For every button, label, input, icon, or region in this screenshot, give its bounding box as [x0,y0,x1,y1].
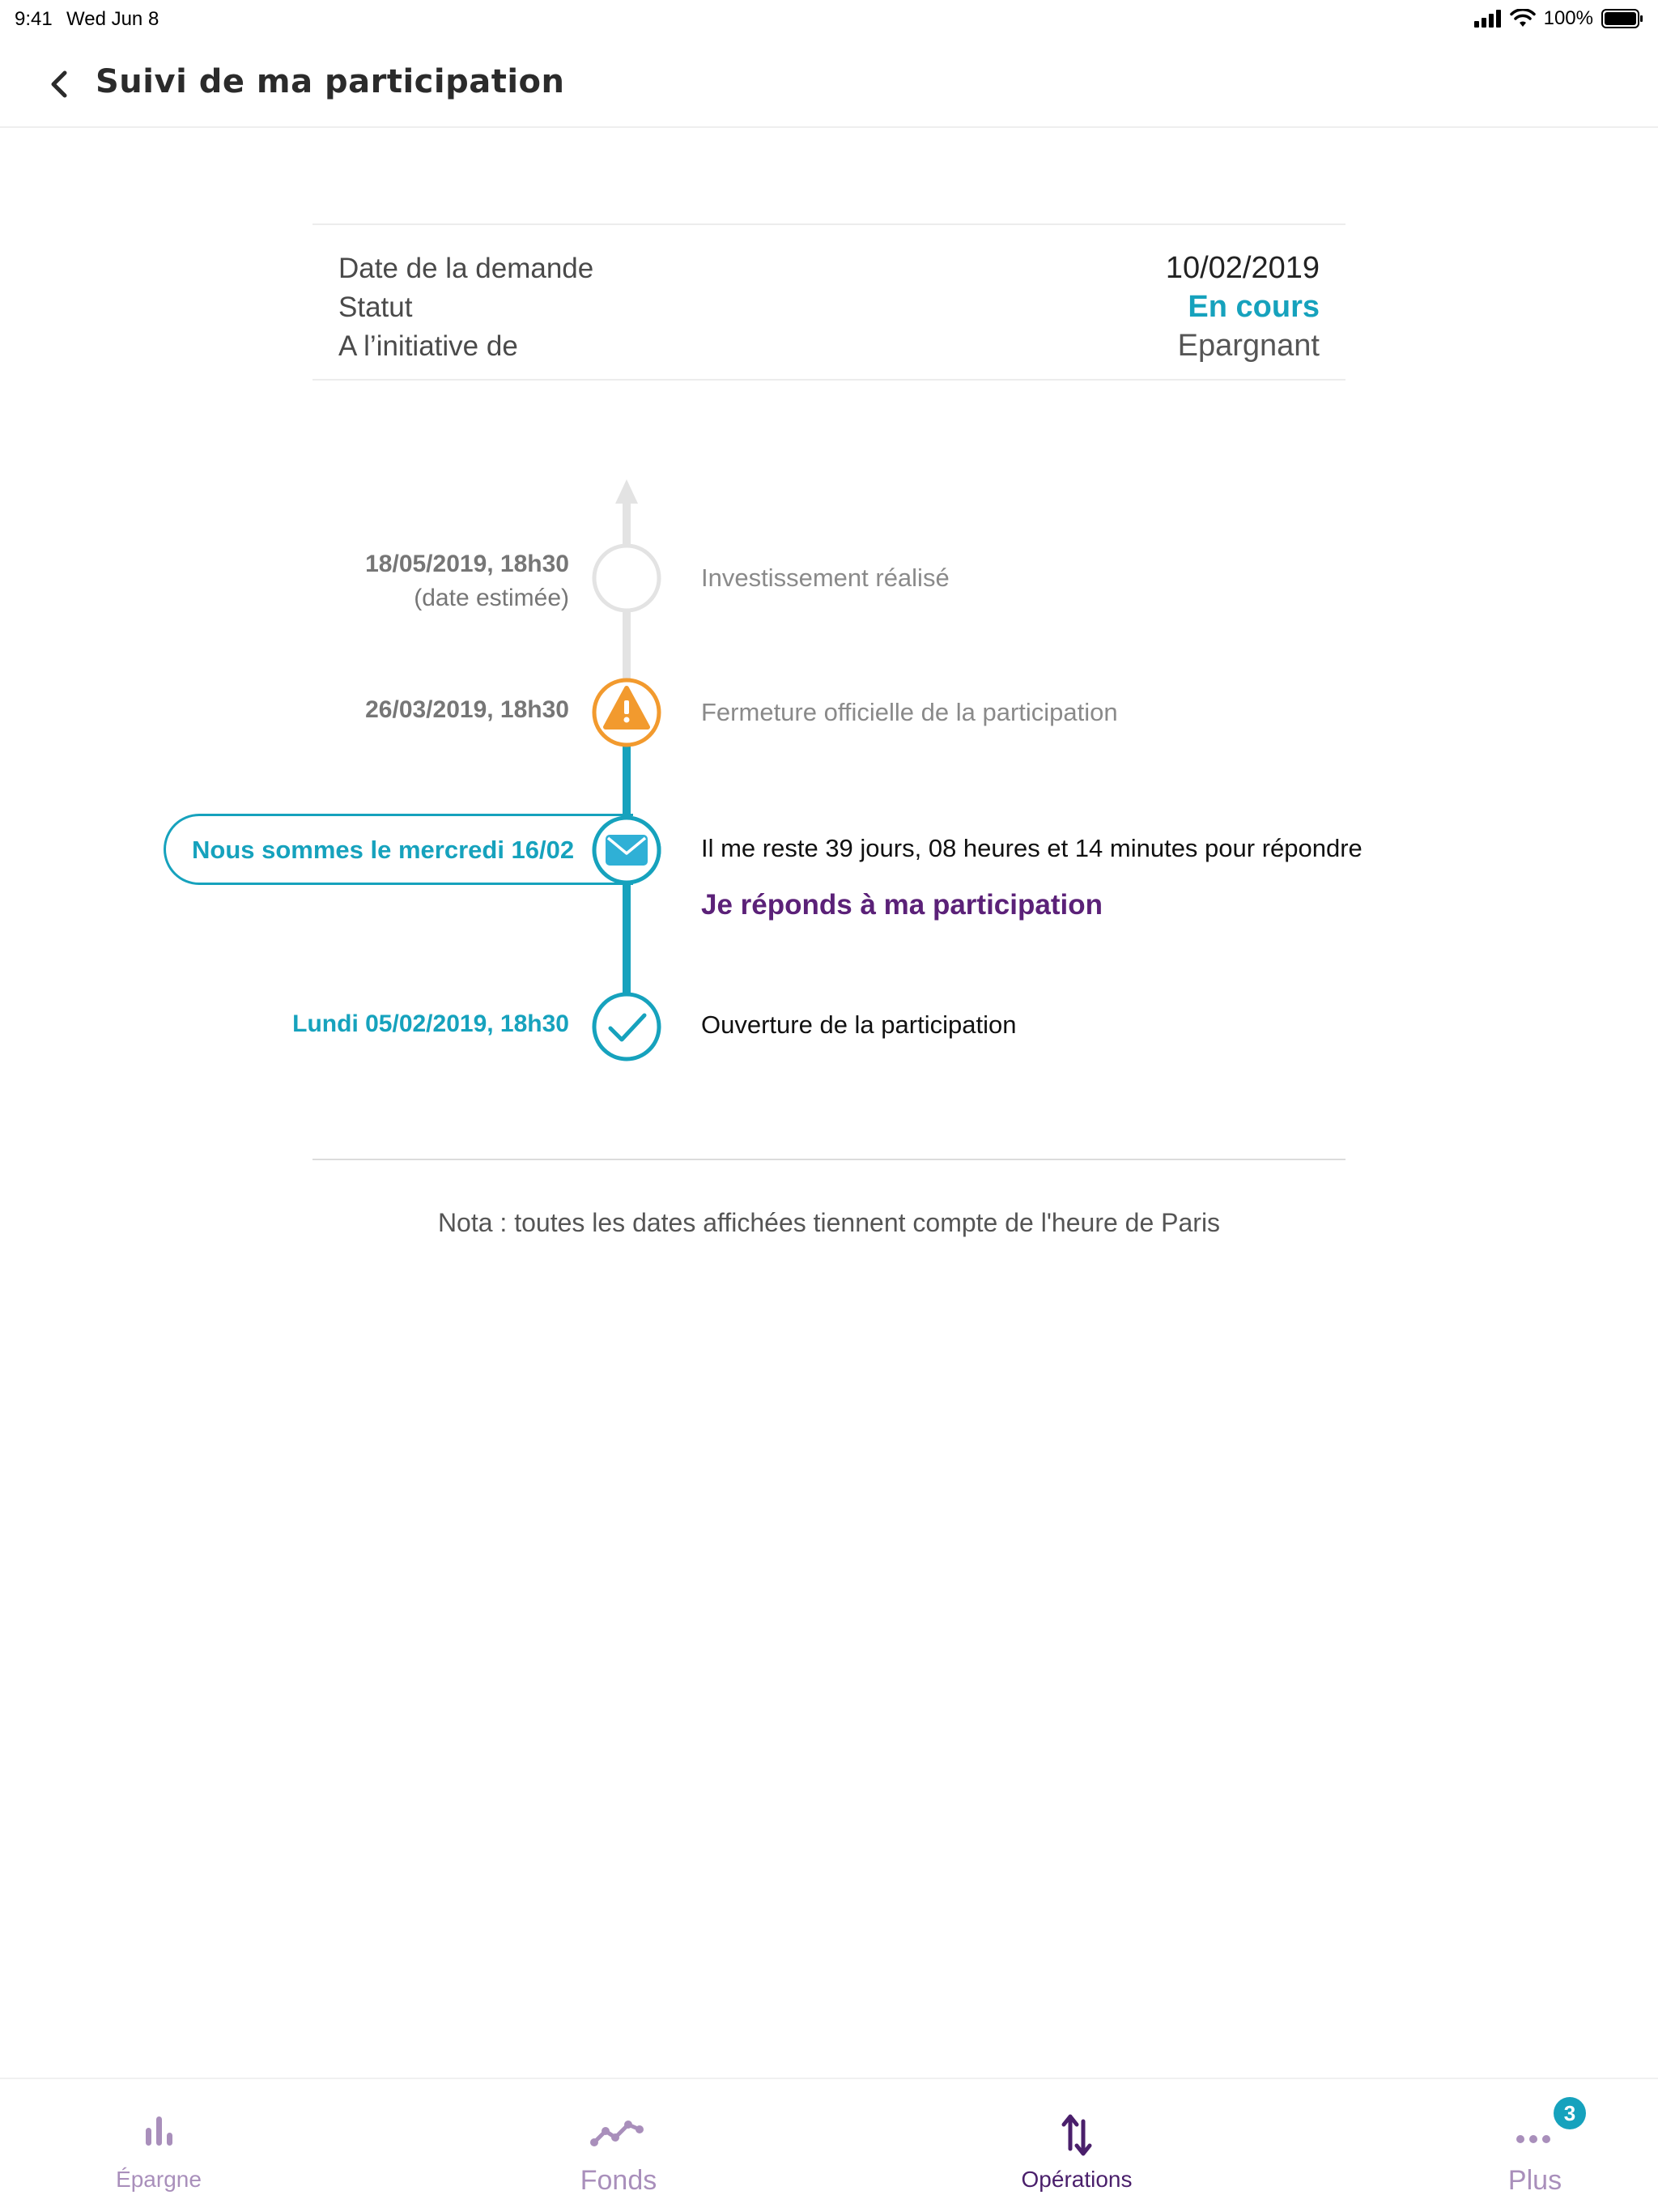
tab-epargne[interactable] [37,2079,280,2212]
status-badge: En cours [1188,290,1320,324]
tab-label: Opérations [1021,2167,1133,2192]
info-label: Statut [338,291,413,323]
info-row-status [338,291,1320,330]
divider [312,1159,1346,1160]
info-row-initiator [338,330,1320,369]
step-date-text: 18/05/2019, 18h30 [365,551,569,577]
info-label: Date de la demande [338,253,594,284]
status-time: 9:41 [15,8,53,30]
back-chevron-icon[interactable] [44,68,76,100]
status-date: Wed Jun 8 [66,8,159,30]
step-label-opening: Ouverture de la participation [701,1010,1017,1039]
info-value: Epargnant [1177,329,1320,363]
today-label: Nous sommes le mercredi 16/02 [192,836,575,864]
trend-line-icon [586,2110,651,2159]
wifi-icon [1510,9,1536,28]
step-date-note: (date estimée) [414,585,569,611]
tab-label: Épargne [116,2167,202,2192]
status-indicators [1474,6,1643,31]
info-label: A l’initiative de [338,330,518,362]
participation-timeline [0,470,1658,1085]
info-row-request-date [338,253,1320,291]
battery-percent: 100% [1543,7,1593,29]
timezone-note: Nota : toutes les dates affichées tiennent compte de l'heure de Paris [437,1208,1221,1237]
tab-label: Fonds [580,2165,657,2196]
transfer-arrows-icon [1044,2110,1109,2159]
info-value: 10/02/2019 [1165,251,1320,285]
step-label-closing: Fermeture officielle de la participation [701,698,1118,726]
step-date-closing: 26/03/2019, 18h30 [365,696,569,723]
signal-icon [1474,10,1502,28]
step-date-opening: Lundi 05/02/2019, 18h30 [292,1010,569,1037]
tab-plus[interactable] [1414,2079,1656,2212]
request-info-card [312,223,1346,381]
step-date-investment [245,547,569,615]
remaining-time-text: Il me reste 39 jours, 08 heures et 14 minutes pour répondre [701,834,1363,862]
page-title: Suivi de ma participation [96,63,565,100]
respond-participation-link[interactable]: Je réponds à ma participation [701,889,1103,921]
tab-operations[interactable] [955,2079,1198,2212]
nav-header [0,39,1658,128]
tab-label: Plus [1507,2165,1562,2196]
step-label-investment: Investissement réalisé [701,564,950,592]
battery-icon [1601,9,1643,28]
tab-bar [0,2078,1658,2212]
tab-fonds[interactable] [497,2079,740,2212]
status-bar [0,0,1658,39]
bar-chart-icon [126,2110,191,2159]
notification-badge: 3 [1554,2097,1586,2129]
